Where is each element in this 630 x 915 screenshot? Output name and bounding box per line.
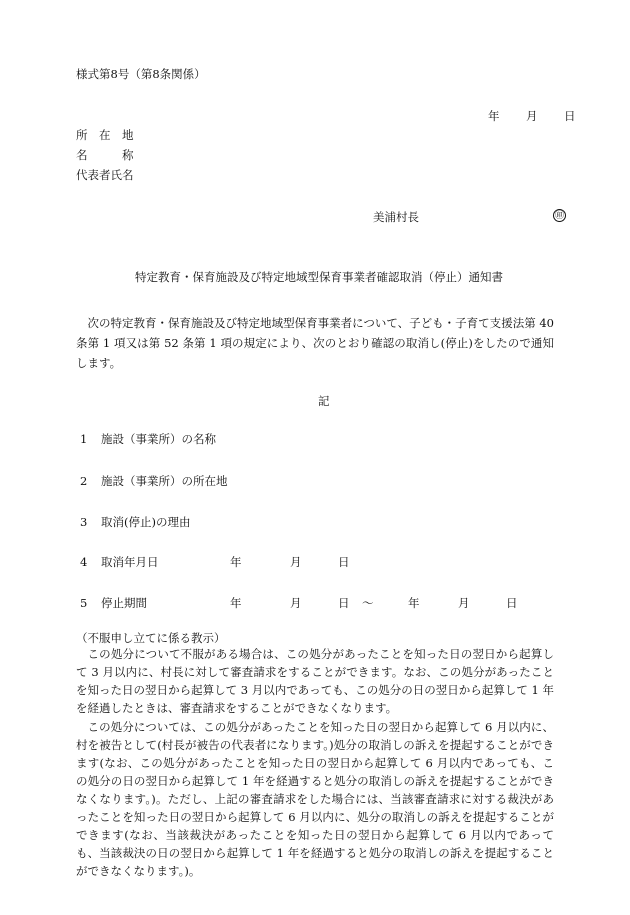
date-month-label: 月 [526,109,538,123]
item-facility-address [80,476,228,488]
item-number: 4 [80,555,88,569]
ki-heading: 記 [318,394,330,408]
item-label: 施設（事業所）の名称 [101,432,216,446]
item-number: 5 [80,596,88,610]
item-suspension-period [80,596,518,610]
item-label: 取消(停止)の理由 [101,515,191,529]
cancel-month-label: 月 [290,555,302,569]
mayor-label: 美浦村長 [373,210,419,224]
start-day-label: 日 [338,596,350,610]
representative-label: 代表者氏名 [76,168,134,182]
item-cancel-date [80,555,350,569]
issue-date [488,111,576,123]
end-year-label: 年 [408,596,420,610]
start-year-label: 年 [230,596,242,610]
notice-heading: （不服申し立てに係る教示） [76,631,226,645]
form-number: 様式第8号（第8条関係） [76,67,206,81]
seal-mark: ㊞ [554,211,564,221]
notice-paragraph-lawsuit: この処分については、この処分があったことを知った日の翌日から起算して 6 月以内に、村を被告として(村長が被告の代表者になります。)処分の取消しの訴えを提起することができます(なお、この処分があったことを知った日の翌日から起算して 6 月以内であっても、この処分の日の翌日から起算して 1 年を経過すると処分の取消しの訴えを提起することができなくなります。)。ただし、上記の審査請求をした場合には、当該審査請求に対する裁決があったことを知った日の翌日から起算して 6 月以内に、処分の取消しの訴えを提起することができます(なお、当該裁決があったことを知った日の翌日から起算して 6 月以内であっても、当該裁決の日の翌日から起算して 1 年を経過すると処分の取消しの訴えを提起することができなくなります。)。 [76,720,554,878]
intro-paragraph: 次の特定教育・保育施設及び特定地域型保育事業者について、子ども・子育て支援法第 40 条第 1 項又は第 52 条第 1 項の規定により、次のとおり確認の取消し(停止)をしたので通知します。 [76,316,554,370]
name-label: 名 称 [76,148,134,162]
item-number: 3 [80,515,88,529]
end-day-label: 日 [506,596,518,610]
item-facility-name [80,434,216,446]
address-label: 所 在 地 [76,128,134,142]
cancel-year-label: 年 [230,555,242,569]
date-day-label: 日 [564,109,576,123]
date-year-label: 年 [488,109,500,123]
item-reason [80,517,190,529]
start-month-label: 月 [290,596,302,610]
notice-paragraph-review: この処分について不服がある場合は、この処分があったことを知った日の翌日から起算して 3 月以内に、村長に対して審査請求をすることができます。なお、この処分があったことを知った日の翌日から起算して 3 月以内であっても、この処分の日の翌日から起算して 1 年を経過したときは、審査請求をすることができなくなります。 [76,647,554,715]
end-month-label: 月 [458,596,470,610]
document-title: 特定教育・保育施設及び特定地域型保育事業者確認取消（停止）通知書 [135,270,503,284]
item-label: 停止期間 [101,596,147,610]
item-label: 取消年月日 [101,555,159,569]
seal-icon [553,209,566,222]
period-tilde: ～ [362,596,374,610]
item-label: 施設（事業所）の所在地 [101,474,228,488]
item-number: 1 [80,432,88,446]
cancel-day-label: 日 [338,555,350,569]
item-number: 2 [80,474,88,488]
